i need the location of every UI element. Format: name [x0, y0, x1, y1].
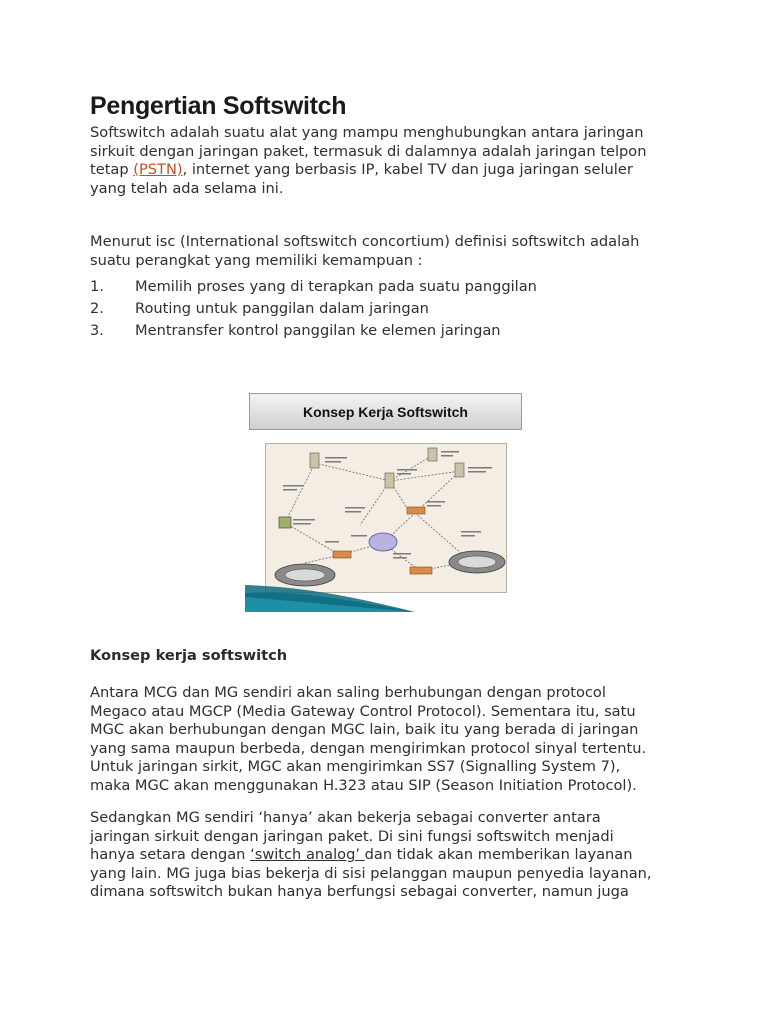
- switch-analog-underlined: ‘switch analog’: [250, 846, 365, 864]
- paragraph-line: Antara MCG dan MG sendiri akan saling berhubungan dengan protocol: [90, 684, 606, 701]
- intro-line: Softswitch adalah suatu alat yang mampu menghubungkan antara jaringan: [90, 124, 644, 141]
- paragraph-text: hanya setara dengan: [90, 846, 251, 864]
- figure-banner: Konsep Kerja Softswitch: [249, 393, 522, 430]
- intro-line: yang telah ada selama ini.: [90, 179, 284, 197]
- list-number: 2.: [90, 300, 104, 317]
- definition-line: Menurut isc (International softswitch concortium) definisi softswitch adalah: [90, 233, 640, 250]
- capability-list: [90, 278, 690, 344]
- paragraph-line: Megaco atau MGCP (Media Gateway Control Protocol). Sementara itu, satu: [90, 702, 636, 720]
- intro-text: , internet yang berbasis IP, kabel TV dan juga jaringan seluler: [182, 161, 633, 179]
- paragraph-line: jaringan sirkuit dengan jaringan paket. Di sini fungsi softswitch menjadi: [90, 827, 614, 845]
- intro-paragraph: [90, 124, 690, 198]
- intro-line: sirkuit dengan jaringan paket, termasuk di dalamnya adalah jaringan telpon: [90, 142, 647, 160]
- paragraph-line: Untuk jaringan sirkit, MGC akan mengirimkan SS7 (Signalling System 7),: [90, 758, 621, 776]
- page-title: Pengertian Softswitch: [90, 92, 347, 120]
- paragraph-line: maka MGC akan menggunakan H.323 atau SIP (Season Initiation Protocol).: [90, 776, 637, 794]
- intro-text: tetap: [90, 161, 134, 179]
- section-heading: Konsep kerja softswitch: [90, 647, 288, 664]
- intro-line: [90, 161, 690, 180]
- list-text: Mentransfer kontrol panggilan ke elemen jaringan: [135, 322, 501, 339]
- list-text: Memilih proses yang di terapkan pada suatu panggilan: [135, 278, 537, 295]
- paragraph-text: dan tidak akan memberikan layanan: [364, 846, 633, 864]
- mg-paragraph: [90, 809, 690, 902]
- paragraph-line: [90, 846, 690, 865]
- list-item: [90, 322, 690, 344]
- paragraph-line: MGC akan berhubungan dengan MGC lain, baik itu yang berada di jaringan: [90, 721, 639, 739]
- definition-line: suatu perangkat yang memiliki kemampuan :: [90, 251, 423, 269]
- list-number: 3.: [90, 322, 104, 339]
- paragraph-line: yang lain. MG juga bias bekerja di sisi pelanggan maupun penyedia layanan,: [90, 864, 652, 882]
- list-item: [90, 300, 690, 322]
- pstn-link[interactable]: (PSTN): [133, 161, 183, 179]
- definition-paragraph: [90, 233, 690, 270]
- mgc-paragraph: [90, 684, 690, 796]
- softswitch-network-diagram: [265, 443, 507, 593]
- paragraph-line: yang sama maupun berbeda, dengan mengirimkan protocol sinyal tertentu.: [90, 739, 647, 757]
- list-item: [90, 278, 690, 300]
- list-number: 1.: [90, 278, 104, 295]
- list-text: Routing untuk panggilan dalam jaringan: [135, 300, 429, 317]
- paragraph-line: dimana softswitch bukan hanya berfungsi sebagai converter, namun juga: [90, 883, 629, 901]
- figure-swoosh-decoration: [245, 585, 415, 613]
- paragraph-line: Sedangkan MG sendiri ‘hanya’ akan bekerja sebagai converter antara: [90, 809, 601, 826]
